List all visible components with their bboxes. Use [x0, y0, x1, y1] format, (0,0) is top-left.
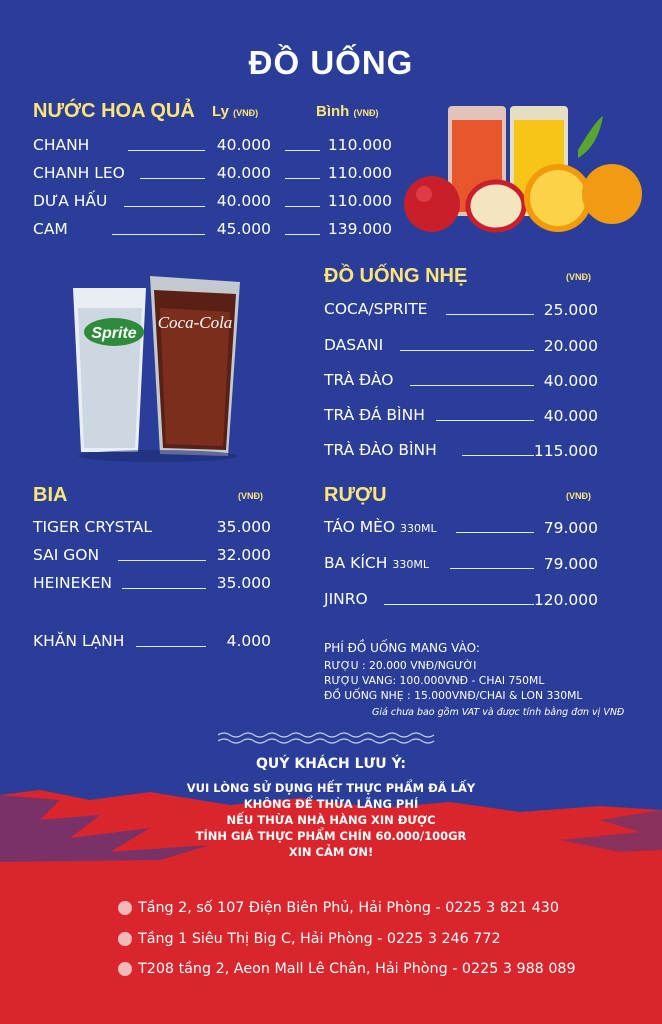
notice-line: NẾU THỪA NHÀ HÀNG XIN ĐƯỢC [226, 813, 436, 827]
price-binh: 110.000 [327, 164, 392, 182]
leader-line [112, 234, 205, 235]
leader-line [118, 560, 206, 561]
notice-line: TÍNH GIÁ THỰC PHẨM CHÍN 60.000/100GR [195, 829, 467, 843]
price-ly: 40.000 [216, 164, 271, 182]
beer-name: HEINEKEN [33, 574, 112, 592]
soft-price: 40.000 [543, 407, 598, 425]
towel-price: 4.000 [226, 632, 271, 650]
soft-price: 115.000 [533, 442, 598, 460]
wave-divider [218, 731, 444, 745]
price-ly: 40.000 [216, 192, 271, 210]
coke-label: Coca-Cola [157, 313, 233, 332]
liquor-heading: RƯỢU [324, 484, 387, 506]
liquor-name: TÁO MÈO 330ML [324, 518, 437, 536]
corkage-line: RƯỢU : 20.000 VNĐ/NGƯỜI [324, 659, 477, 672]
beer-price: 35.000 [216, 518, 271, 536]
price-ly: 45.000 [216, 220, 271, 238]
leader-line [450, 568, 534, 569]
beer-price: 35.000 [216, 574, 271, 592]
leader-line [122, 588, 206, 589]
leader-line [128, 150, 205, 151]
leader-line [285, 234, 320, 235]
towel-name: KHĂN LẠNH [33, 632, 125, 650]
liquor-name: JINRO [324, 590, 368, 608]
beer-price: 32.000 [216, 546, 271, 564]
liquor-price: 79.000 [543, 555, 598, 573]
beer-unit: (VNĐ) [238, 491, 263, 501]
juice-name: CAM [33, 220, 68, 238]
beer-name: SAI GON [33, 546, 100, 564]
notice-line: KHÔNG ĐỂ THỪA LÃNG PHÍ [243, 797, 419, 811]
leader-line [410, 385, 534, 386]
price-binh: 110.000 [327, 192, 392, 210]
leader-line [456, 532, 534, 533]
notice-heading: QUÝ KHÁCH LƯU Ý: [256, 756, 406, 772]
juice-fruit-image [398, 98, 648, 238]
leader-line [400, 350, 534, 351]
home-icon [118, 932, 132, 946]
liquor-price: 120.000 [533, 591, 598, 609]
corkage-line: RƯỢU VANG: 100.000VNĐ - CHAI 750ML [324, 674, 545, 687]
beer-name: TIGER CRYSTAL [33, 518, 152, 536]
juice-name: CHANH [33, 136, 90, 154]
juice-heading: NƯỚC HOA QUẢ [33, 100, 195, 122]
corkage-line: ĐỒ UỐNG NHẸ : 15.000VNĐ/CHAI & LON 330ML [324, 689, 583, 702]
juice-name: DƯA HẤU [33, 192, 108, 210]
sprite-label: Sprite [91, 325, 137, 342]
soft-name: TRÀ ĐÀO [324, 371, 394, 389]
home-icon [118, 962, 132, 976]
juice-name: CHANH LEO [33, 164, 125, 182]
leader-line [140, 178, 205, 179]
leader-line [285, 178, 320, 179]
sprite-coke-image [68, 268, 248, 464]
corkage-heading: PHÍ ĐỒ UỐNG MANG VÀO: [324, 641, 480, 655]
home-icon [118, 901, 132, 915]
vat-footnote: Giá chưa bao gồm VAT và được tính bằng đơn vị VNĐ [372, 707, 625, 718]
juice-col-ly: Ly (VNĐ) [212, 103, 259, 120]
leader-line [285, 150, 320, 151]
soft-name: DASANI [324, 336, 384, 354]
price-binh: 139.000 [327, 220, 392, 238]
soft-price: 20.000 [543, 337, 598, 355]
soft-heading: ĐỒ UỐNG NHẸ [324, 265, 468, 287]
beer-heading: BIA [33, 484, 68, 506]
address-item [118, 961, 576, 977]
address-text: T208 tầng 2, Aeon Mall Lê Chân, Hải Phòng - 0225 3 988 089 [138, 961, 576, 977]
address-text: Tầng 1 Siêu Thị Big C, Hải Phòng - 0225 3 246 772 [138, 931, 501, 947]
soft-price: 40.000 [543, 372, 598, 390]
liquor-unit: (VNĐ) [566, 491, 591, 501]
soft-price: 25.000 [543, 301, 598, 319]
notice-line: XIN CẢM ƠN! [288, 845, 374, 859]
leader-line [384, 604, 534, 605]
soft-name: TRÀ ĐÁ BÌNH [324, 406, 425, 424]
address-text: Tầng 2, số 107 Điện Biên Phủ, Hải Phòng - 0225 3 821 430 [138, 900, 559, 916]
leader-line [446, 314, 534, 315]
liquor-name: BA KÍCH 330ML [324, 554, 429, 572]
menu-title: ĐỒ UỐNG [248, 44, 414, 81]
leader-line [124, 206, 205, 207]
price-binh: 110.000 [327, 136, 392, 154]
soft-name: COCA/SPRITE [324, 300, 428, 318]
juice-col-binh: Bình (VNĐ) [316, 103, 379, 120]
address-item [118, 900, 559, 916]
address-item [118, 931, 501, 947]
leader-line [285, 206, 320, 207]
price-ly: 40.000 [216, 136, 271, 154]
notice-line: VUI LÒNG SỬ DỤNG HẾT THỰC PHẨM ĐÃ LẤY [186, 781, 476, 795]
leader-line [136, 646, 206, 647]
leader-line [436, 420, 534, 421]
liquor-price: 79.000 [543, 519, 598, 537]
soft-unit: (VNĐ) [566, 272, 591, 282]
soft-name: TRÀ ĐÀO BÌNH [324, 441, 437, 459]
